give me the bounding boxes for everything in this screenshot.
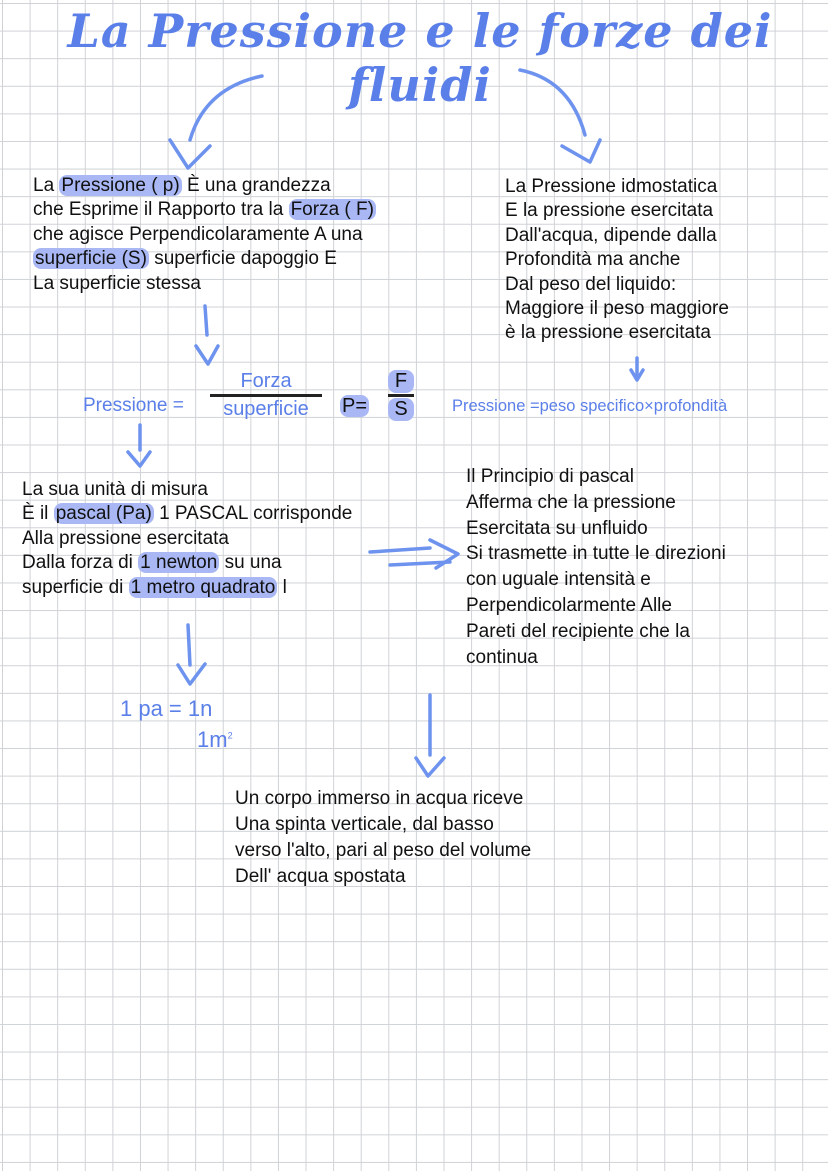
pa-denominator-text: 1m: [197, 727, 228, 752]
text-segment: È una grandezza: [181, 175, 331, 196]
formula-numerator: Forza: [240, 370, 292, 392]
formula-s: S: [388, 398, 414, 421]
formula-pressione-label: Pressione =: [83, 395, 184, 416]
highlighted-term: 1 newton: [140, 552, 218, 574]
text-segment: superficie di: [22, 576, 129, 598]
text-segment: È il: [22, 503, 54, 525]
text-segment: Dell' acqua spostata: [235, 866, 406, 887]
text-segment: Pareti del recipiente che la: [466, 620, 690, 642]
highlighted-term: Forza ( F): [290, 199, 374, 221]
highlighted-term: superficie (S): [35, 248, 147, 270]
arrow-unit-down: [178, 625, 205, 684]
text-segment: Afferma che la pressione: [466, 491, 676, 513]
text-segment: Maggiore il peso maggiore: [505, 298, 729, 320]
text-segment: Alla pressione esercitata: [22, 527, 229, 549]
pascal-formula: 1 pa = 1n: [120, 696, 213, 721]
text-segment: Profondità ma anche: [505, 249, 681, 271]
arrow-title-left: [170, 76, 262, 168]
highlighted-term: 1 metro quadrato: [130, 576, 276, 598]
text-segment: Dal peso del liquido:: [505, 273, 677, 295]
text-segment: con uguale intensità e: [466, 569, 651, 591]
text-segment: La sua unità di misura: [22, 479, 208, 500]
text-segment: 1 PASCAL corrisponde: [153, 503, 353, 525]
text-segment: Dall'acqua, dipende dalla: [505, 224, 717, 246]
text-segment: Dalla forza di: [22, 552, 139, 574]
text-segment: continua: [466, 646, 538, 668]
highlighted-term: pascal (Pa): [55, 503, 152, 525]
page-title: La Pressione e le forze dei fluidi: [67, 4, 773, 112]
hydrostatic-formula: Pressione =peso specifico×profondità: [452, 397, 728, 415]
arrow-def-down: [196, 306, 218, 364]
text-segment: La Pressione idmostatica: [505, 176, 718, 197]
pa-exponent: 2: [227, 730, 233, 741]
text-segment: superficie dapoggio E: [148, 248, 337, 270]
text-segment: l: [277, 576, 287, 598]
p-equals-text: P=: [342, 395, 368, 417]
text-segment: che Esprime il Rapporto tra la: [33, 199, 289, 221]
text-segment: Esercitata su unfluido: [466, 517, 648, 539]
arrow-to-archimedes: [416, 695, 444, 776]
text-segment: Il Principio di pascal: [466, 466, 634, 487]
text-segment: Un corpo immerso in acqua riceve: [235, 788, 524, 809]
text-segment: Si trasmette in tutte le direzioni: [466, 543, 726, 565]
arrow-formula-down: [128, 425, 150, 466]
formula-denominator: superficie: [223, 398, 309, 420]
text-segment: che agisce Perpendicolaramente A una: [33, 223, 363, 245]
arrow-hydro-down: [631, 358, 643, 380]
text-segment: Una spinta verticale, dal basso: [235, 814, 494, 835]
text-segment: La superficie stessa: [33, 272, 201, 294]
arrow-unit-right: [370, 540, 458, 568]
text-segment: Perpendicolarmente Alle: [466, 594, 672, 616]
arrow-title-right: [520, 70, 600, 162]
text-segment: su una: [219, 552, 282, 574]
text-segment: è la pressione esercitata: [505, 322, 711, 344]
highlighted-term: Pressione ( p): [61, 175, 180, 196]
text-segment: E la pressione esercitata: [505, 200, 714, 222]
formula-f: F: [388, 370, 414, 393]
text-segment: La: [33, 175, 60, 196]
text-segment: verso l'alto, pari al peso del volume: [235, 840, 532, 861]
